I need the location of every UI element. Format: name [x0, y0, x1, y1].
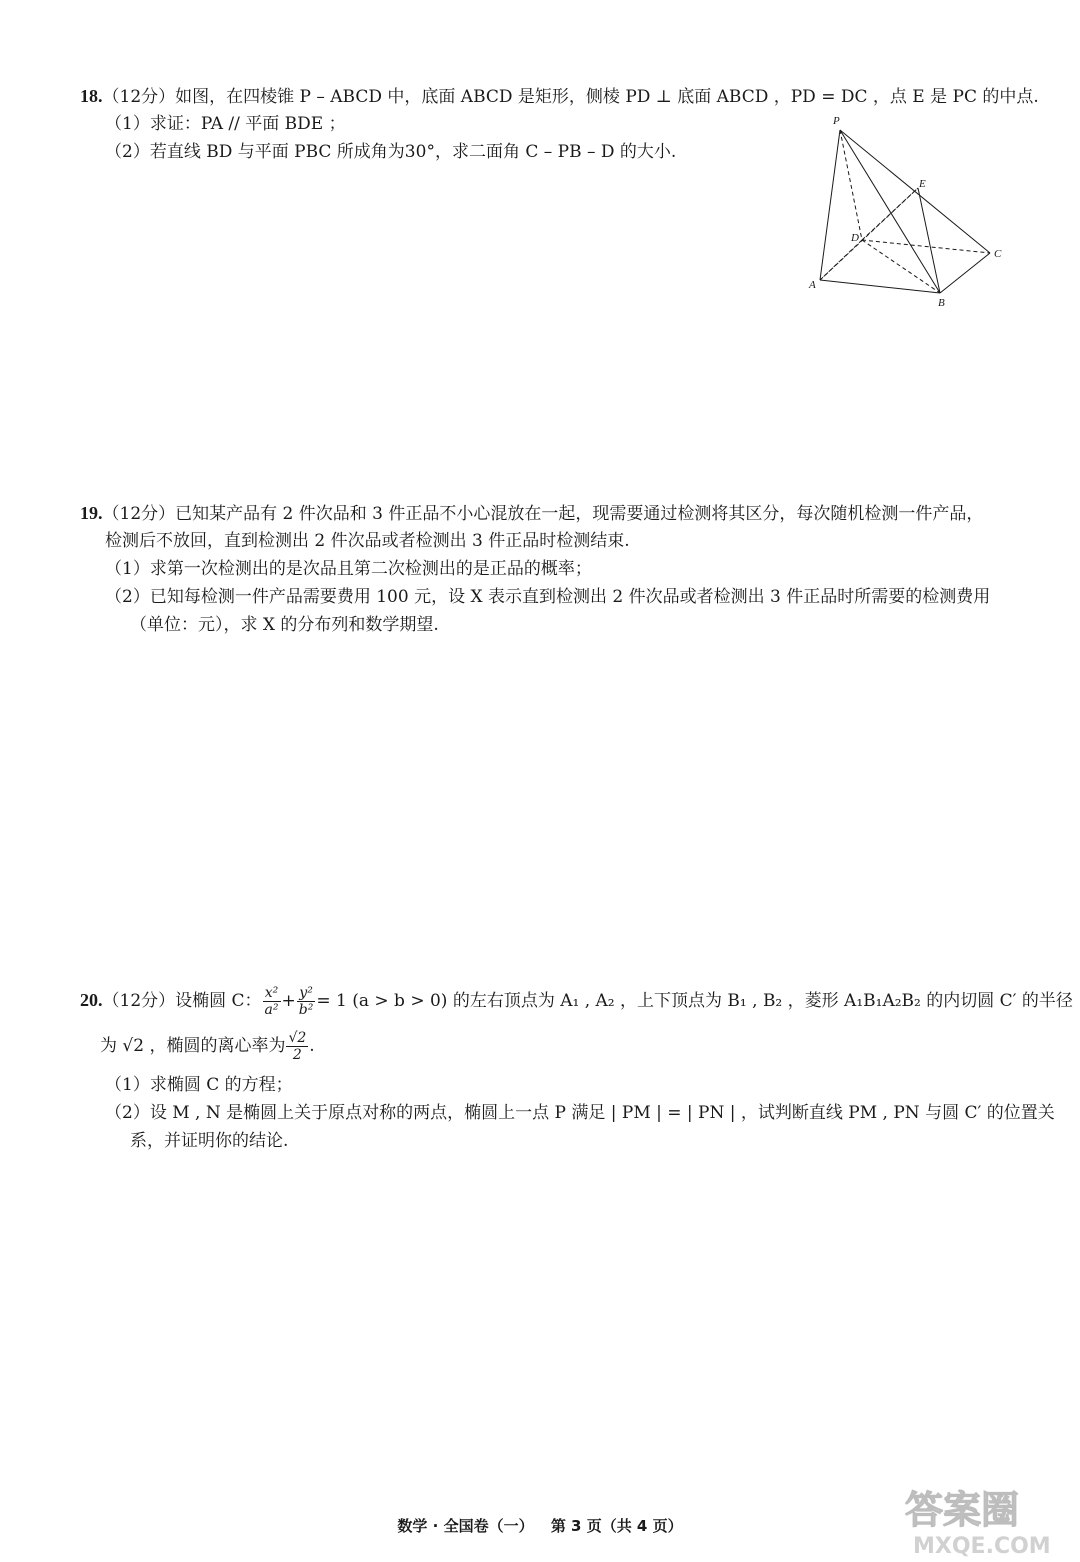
label-D: D	[851, 232, 859, 244]
q18-line1	[80, 83, 1039, 110]
q18-part1: （1）求证：PA // 平面 BDE ；	[105, 114, 346, 134]
q19-line2: 检测后不放回，直到检测出 2 件次品或者检测出 3 件正品时检测结束.	[105, 531, 630, 551]
q18-part2: （2）若直线 BD 与平面 PBC 所成角为30°，求二面角 C – PB – D 的大小.	[105, 142, 677, 162]
q20-line2-b: .	[309, 1036, 315, 1056]
q20-line2	[100, 1028, 315, 1064]
label-P: P	[833, 115, 840, 127]
label-C: C	[994, 248, 1002, 260]
q20-stem-a: （12分）设椭圆 C：	[102, 991, 262, 1011]
q19-number: 19.	[80, 503, 103, 523]
q19-part2a: （2）已知每检测一件产品需要费用 100 元，设 X 表示直到检测出 2 件次品或者检测出 3 件正品时所需要的检测费用	[105, 587, 991, 607]
q20-stem-b: = 1 (a > b > 0) 的左右顶点为 A₁ , A₂ ，上下顶点为 B₁ , B₂ ，菱形 A₁B₁A₂B₂ 的内切圆 C′ 的半径	[316, 991, 1073, 1011]
q20-line1	[80, 982, 1073, 1019]
fraction-eccentricity: $\frac{√2}{2}$	[288, 1030, 307, 1063]
label-A: A	[809, 279, 816, 291]
label-B: B	[938, 297, 945, 309]
edge-PA	[820, 130, 840, 280]
q19-part2b: （单位：元），求 X 的分布列和数学期望.	[130, 615, 439, 635]
q18-stem: （12分）如图，在四棱锥 P – ABCD 中，底面 ABCD 是矩形，侧棱 PD ⊥ 底面 ABCD ，PD = DC ，点 E 是 PC 的中点.	[102, 87, 1039, 107]
watermark-cn-text: 答案圈	[905, 1488, 1020, 1532]
q19-part1: （1）求第一次检测出的是次品且第二次检测出的是正品的概率；	[105, 559, 592, 579]
edge-AB	[820, 280, 940, 293]
watermark-en-text: MXQE.COM	[913, 1534, 1051, 1559]
q20-number: 20.	[80, 990, 103, 1010]
footer-page-number: 第 3 页（共 4 页）	[550, 1517, 683, 1535]
plus-sign: +	[281, 991, 296, 1011]
pyramid-figure	[800, 108, 1015, 313]
edge-PD	[840, 130, 862, 240]
q19-stem: （12分）已知某产品有 2 件次品和 3 件正品不小心混放在一起，现需要通过检测将其区分，每次随机检测一件产品，	[102, 504, 984, 524]
label-E: E	[919, 178, 926, 190]
edge-BC	[940, 253, 990, 293]
edge-EB	[918, 188, 940, 293]
q18-number: 18.	[80, 86, 103, 106]
q19-line1	[80, 500, 983, 527]
edge-DC	[862, 240, 990, 253]
q20-part2a: （2）设 M , N 是椭圆上关于原点对称的两点，椭圆上一点 P 满足 | PM | = | PN | ，试判断直线 PM , PN 与圆 C′ 的位置关	[105, 1103, 1055, 1123]
q20-line2-a: 为 √2 ，椭圆的离心率为	[100, 1036, 286, 1056]
fraction-x2-a2: $\frac{\text{x²}}{\text{a²}}$	[264, 985, 279, 1018]
edge-DB	[862, 240, 940, 293]
fraction-y2-b2: $\frac{\text{y²}}{\text{b²}}$	[298, 985, 314, 1018]
q20-part1: （1）求椭圆 C 的方程；	[105, 1075, 293, 1095]
edge-PB	[840, 130, 940, 293]
watermark-logo	[895, 1475, 1070, 1560]
q20-part2b: 系，并证明你的结论.	[130, 1131, 289, 1151]
footer-subject: 数学 · 全国卷（一）	[397, 1517, 534, 1535]
